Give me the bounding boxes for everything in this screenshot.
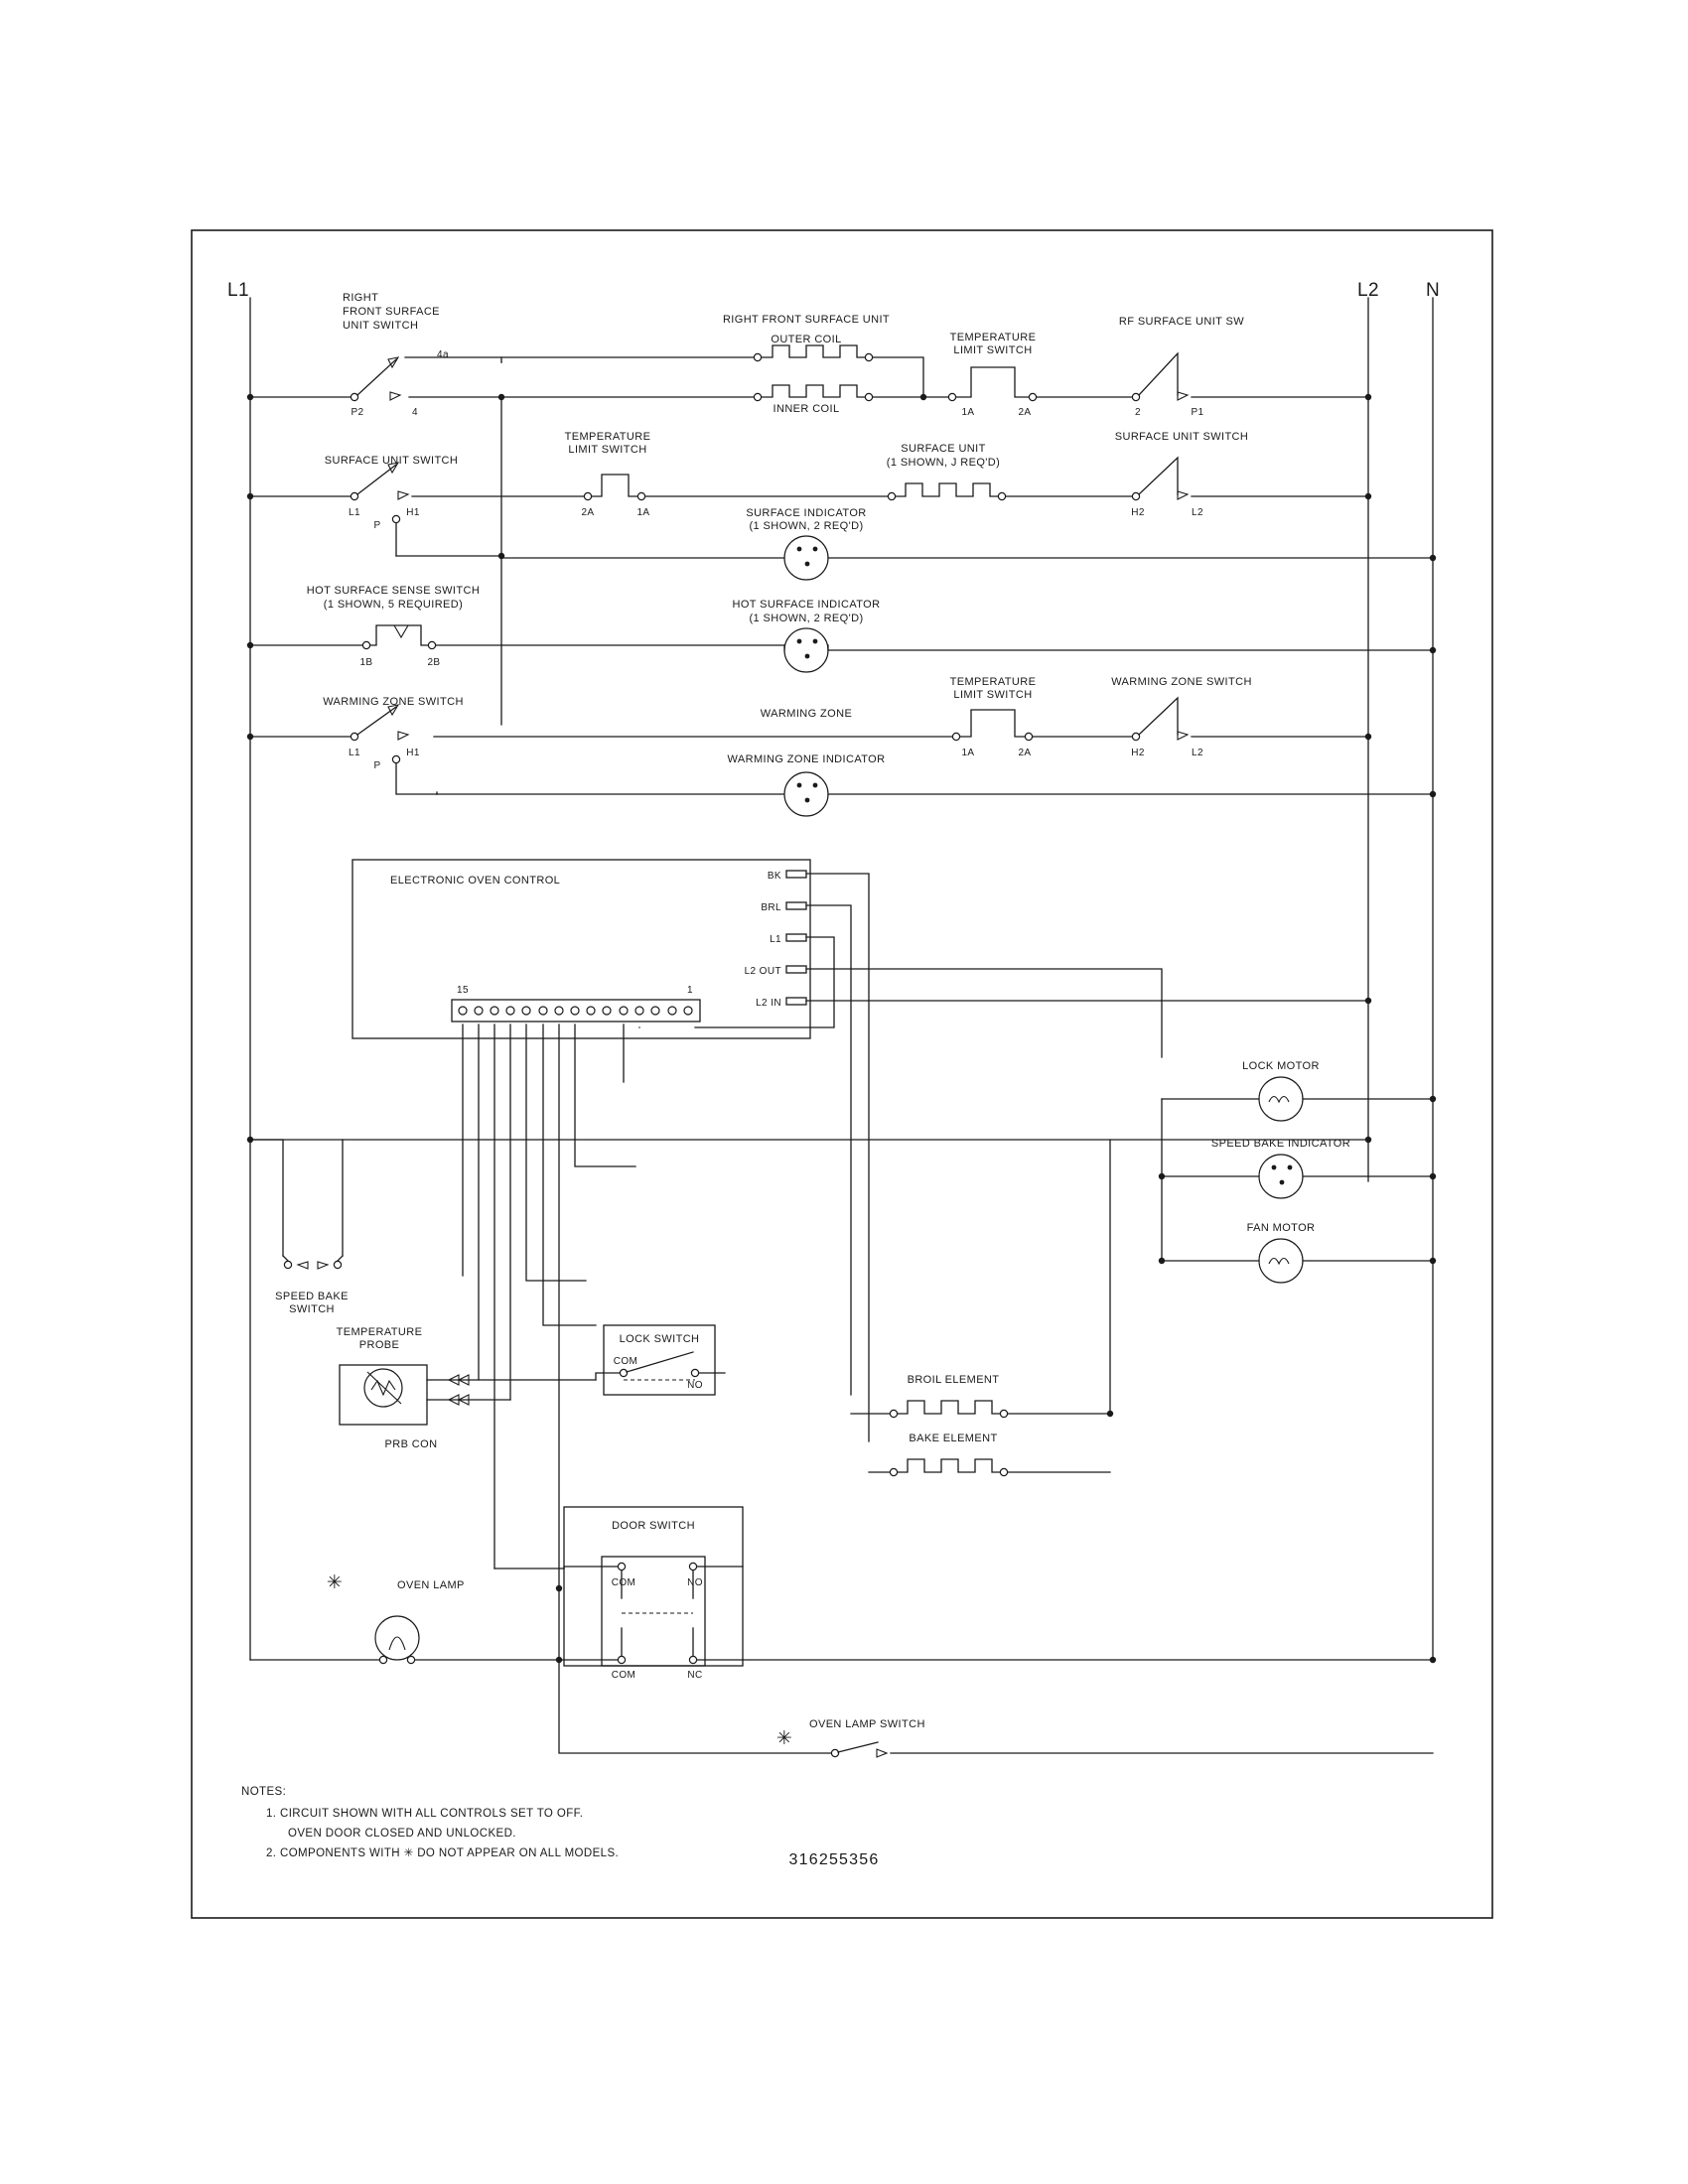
rail-label-l2: L2 — [1357, 280, 1379, 301]
surface-unit-terminal-right — [998, 492, 1005, 499]
junction — [1365, 1137, 1371, 1143]
lamp-dot — [805, 562, 810, 567]
broil-right-lead — [1008, 1140, 1110, 1414]
terminal-h2-wz: H2 — [1131, 748, 1145, 758]
rf-switch-contact-lower — [390, 392, 400, 400]
door-switch-nc-terminal[interactable] — [689, 1656, 696, 1663]
rf-sw-right-contact — [1178, 392, 1188, 400]
junction — [1365, 998, 1371, 1004]
inner-coil-terminal-left — [754, 393, 761, 400]
outer-coil-terminal-right — [865, 353, 872, 360]
label-temp-limit-1b: LIMIT SWITCH — [953, 344, 1033, 356]
bake-terminal-right — [1000, 1468, 1007, 1475]
speed-bake-switch-right-terminal[interactable] — [334, 1261, 341, 1268]
speed-bake-contact-b — [318, 1262, 328, 1269]
label-inner-coil: INNER COIL — [773, 403, 840, 415]
terminal-4: 4 — [412, 407, 418, 418]
lamp-dot — [797, 547, 802, 552]
label-surface-unit-switch-left: SURFACE UNIT SWITCH — [324, 455, 459, 467]
junction — [1430, 1173, 1436, 1179]
surface-unit-element — [896, 483, 999, 496]
lamp-dot — [813, 547, 818, 552]
lamp-dot — [805, 654, 810, 659]
oven-lamp-switch-blade[interactable] — [838, 1742, 878, 1752]
electronic-oven-control-box[interactable] — [352, 860, 810, 1038]
terminal-nc-door: NC — [687, 1670, 703, 1681]
wz-switch-p-terminal — [392, 755, 399, 762]
lamp-dot — [813, 639, 818, 644]
label-bake-element: BAKE ELEMENT — [909, 1433, 998, 1444]
pin-label-15: 15 — [457, 985, 469, 996]
label-hot-sense-a: HOT SURFACE SENSE SWITCH — [306, 585, 481, 597]
label-hot-indicator-b: (1 SHOWN, 2 REQ'D) — [749, 613, 864, 624]
terminal-p1: P1 — [1191, 407, 1204, 418]
label-temp-limit-3a: TEMPERATURE — [949, 676, 1037, 688]
terminal-p-wz: P — [373, 760, 381, 771]
label-fan-motor: FAN MOTOR — [1246, 1222, 1316, 1234]
label-rf-switch-line1: RIGHT — [343, 292, 379, 304]
label-surface-unit-b: (1 SHOWN, J REQ'D) — [886, 457, 1001, 469]
label-outer-coil: OUTER COIL — [771, 334, 842, 345]
lamp-dot — [805, 798, 810, 803]
drawing-border — [192, 230, 1492, 1918]
terminal-4a: 4a — [437, 349, 449, 360]
oven-lamp-asterisk-icon: ✳ — [326, 1572, 344, 1593]
terminal-l1-sw: L1 — [349, 507, 360, 518]
notes-item-1: 1. CIRCUIT SHOWN WITH ALL CONTROLS SET TO OFF. — [266, 1808, 584, 1820]
control-terminal-l1[interactable] — [786, 934, 806, 941]
lamp-dot — [797, 639, 802, 644]
label-temp-limit-1a: TEMPERATURE — [949, 332, 1037, 343]
inner-coil-element — [762, 385, 866, 397]
terminal-2: 2 — [1135, 407, 1141, 418]
temp-limit-2-element[interactable] — [592, 475, 638, 496]
terminal-com-door-top: COM — [611, 1577, 636, 1588]
control-terminal-l2out[interactable] — [786, 966, 806, 973]
label-warming-zone-indicator: WARMING ZONE INDICATOR — [727, 753, 886, 765]
label-speed-bake-switch-a: SPEED BAKE — [275, 1291, 349, 1302]
rail-label-n: N — [1425, 280, 1441, 301]
label-lock-switch: LOCK SWITCH — [619, 1333, 700, 1345]
inner-coil-terminal-right — [865, 393, 872, 400]
hot-sense-arrow — [394, 625, 408, 637]
oven-lamp-switch-pivot[interactable] — [831, 1749, 838, 1756]
terminal-no-door: NO — [687, 1577, 703, 1588]
oven-lamp-switch-asterisk-icon: ✳ — [775, 1728, 793, 1749]
surface-switch-p-terminal — [392, 515, 399, 522]
bk-wire-to-bake — [806, 874, 869, 1441]
terminal-1a-wz: 1A — [961, 748, 975, 758]
temp-limit-2-terminal-left — [584, 492, 591, 499]
label-speed-bake-switch-b: SWITCH — [289, 1303, 335, 1315]
row1-upper-branch — [405, 357, 501, 362]
label-rf-switch-line2: FRONT SURFACE — [343, 306, 440, 318]
surface-switch-pivot[interactable] — [351, 492, 357, 499]
temp-limit-3-terminal-right — [1025, 733, 1032, 740]
wz-switch-right-blade[interactable] — [1139, 698, 1178, 735]
wz-switch-pivot[interactable] — [351, 733, 357, 740]
label-prb-con: PRB CON — [384, 1438, 438, 1450]
speed-bake-contact-a — [298, 1262, 308, 1269]
terminal-p2: P2 — [351, 407, 364, 418]
wz-switch-contact-lower — [398, 732, 408, 740]
part-number: 316255356 — [788, 1851, 880, 1868]
label-oven-lamp: OVEN LAMP — [397, 1579, 465, 1591]
rail-label-l1: L1 — [227, 280, 249, 301]
junction — [1365, 734, 1371, 740]
bake-terminal-left — [890, 1468, 897, 1475]
junction — [1430, 1258, 1436, 1264]
wz-switch-contact-upper — [388, 705, 398, 715]
wz-switch-right-contact — [1178, 732, 1188, 740]
label-temp-limit-2a: TEMPERATURE — [564, 431, 651, 443]
junction — [1430, 555, 1436, 561]
rf-sw-right-blade[interactable] — [1139, 353, 1178, 395]
terminal-2a-row1: 2A — [1018, 407, 1032, 418]
notes-item-2: 2. COMPONENTS WITH ✳ DO NOT APPEAR ON ALL MODELS. — [266, 1847, 620, 1859]
terminal-h2-row2: H2 — [1131, 507, 1145, 518]
door-switch-com-bottom[interactable] — [618, 1656, 625, 1663]
terminal-1a-row1: 1A — [961, 407, 975, 418]
hot-surface-indicator-lamp — [784, 628, 828, 672]
surface-switch-right-blade[interactable] — [1139, 458, 1178, 494]
junction — [1430, 647, 1436, 653]
label-hot-sense-b: (1 SHOWN, 5 REQUIRED) — [323, 599, 464, 611]
oven-lamp-terminal-left — [379, 1656, 386, 1663]
terminal-2a-wz: 2A — [1018, 748, 1032, 758]
junction — [920, 394, 926, 400]
broil-terminal-left — [890, 1410, 897, 1417]
junction — [247, 394, 253, 400]
connector-pins[interactable] — [459, 1007, 692, 1015]
terminal-p-sw: P — [373, 520, 381, 531]
junction — [1430, 1657, 1436, 1663]
speed-bake-switch-left-terminal[interactable] — [284, 1261, 291, 1268]
surface-unit-terminal-left — [888, 492, 895, 499]
broil-element-coil — [898, 1401, 1001, 1414]
speed-bake-corner-a — [283, 1256, 288, 1261]
l2out-wire — [806, 969, 1162, 1057]
lamp-dot — [1280, 1180, 1285, 1185]
lamp-dot — [797, 783, 802, 788]
pin-label-1: 1 — [687, 985, 693, 996]
label-warming-zone-switch-right: WARMING ZONE SWITCH — [1111, 676, 1252, 688]
temp-limit-3-element[interactable] — [960, 710, 1026, 737]
door-switch-com-top[interactable] — [618, 1563, 625, 1570]
outer-coil-terminal-left — [754, 353, 761, 360]
speed-bake-corner-b — [338, 1256, 343, 1261]
temp-limit-1-element[interactable] — [956, 367, 1030, 397]
rf-switch-pivot[interactable] — [351, 393, 357, 400]
bake-element-coil — [898, 1459, 1001, 1472]
terminal-l1-wz: L1 — [349, 748, 360, 758]
label-oven-lamp-switch: OVEN LAMP SWITCH — [809, 1718, 925, 1730]
control-terminal-l2out-label: L2 OUT — [744, 966, 781, 977]
label-electronic-oven-control: ELECTRONIC OVEN CONTROL — [390, 875, 561, 887]
lamp-dot — [813, 783, 818, 788]
label-temperature-probe-b: PROBE — [358, 1339, 400, 1351]
door-switch-inner-box[interactable] — [602, 1557, 705, 1666]
speed-bake-indicator-lamp — [1259, 1155, 1303, 1198]
control-terminal-l1-label: L1 — [770, 934, 781, 945]
label-hot-indicator-a: HOT SURFACE INDICATOR — [732, 599, 881, 611]
oven-lamp-terminal-right — [407, 1656, 414, 1663]
lock-switch-com-terminal[interactable] — [620, 1369, 627, 1376]
terminal-l2-wz: L2 — [1192, 748, 1203, 758]
terminal-no-lock: NO — [687, 1380, 703, 1391]
control-terminal-l2in-label: L2 IN — [756, 998, 781, 1009]
surface-indicator-lamp — [784, 536, 828, 580]
label-rf-switch-line3: UNIT SWITCH — [343, 320, 419, 332]
terminal-h1-wz: H1 — [406, 748, 420, 758]
control-terminal-bk-label: BK — [767, 871, 781, 882]
hot-sense-terminal-right — [428, 641, 435, 648]
control-terminal-l2in[interactable] — [786, 998, 806, 1005]
label-lock-motor: LOCK MOTOR — [1242, 1060, 1320, 1072]
lock-switch-no-terminal[interactable] — [691, 1369, 698, 1376]
junction — [1430, 1096, 1436, 1102]
label-rf-surface-unit-sw: RF SURFACE UNIT SW — [1118, 316, 1245, 328]
label-door-switch: DOOR SWITCH — [612, 1520, 695, 1532]
terminal-1b: 1B — [359, 657, 373, 668]
junction — [1159, 1173, 1165, 1179]
hot-sense-terminal-left — [362, 641, 369, 648]
temp-limit-3-terminal-left — [952, 733, 959, 740]
label-temp-limit-3b: LIMIT SWITCH — [953, 689, 1033, 701]
rf-sw-right-pivot[interactable] — [1132, 393, 1139, 400]
wz-p-drop — [396, 763, 437, 794]
l1-wire-loop — [695, 937, 834, 1027]
control-terminal-brl-label: BRL — [761, 902, 781, 913]
temp-limit-1-terminal-right — [1029, 393, 1036, 400]
junction — [1365, 493, 1371, 499]
label-speed-bake-indicator: SPEED BAKE INDICATOR — [1210, 1138, 1351, 1150]
broil-terminal-right — [1000, 1410, 1007, 1417]
control-terminal-brl[interactable] — [786, 902, 806, 909]
notes-heading: NOTES: — [241, 1786, 287, 1798]
lock-switch-left-lead — [596, 1373, 620, 1380]
terminal-2b: 2B — [427, 657, 441, 668]
junction — [1107, 1411, 1113, 1417]
surface-switch-right-pivot[interactable] — [1132, 492, 1139, 499]
terminal-com-lock: COM — [613, 1356, 638, 1367]
label-rf-surface-unit: RIGHT FRONT SURFACE UNIT — [722, 314, 891, 326]
label-warming-zone: WARMING ZONE — [760, 708, 853, 720]
warming-zone-indicator-lamp — [784, 772, 828, 816]
label-surface-unit-switch-right: SURFACE UNIT SWITCH — [1114, 431, 1249, 443]
hot-sense-element[interactable] — [370, 625, 428, 645]
junction — [1365, 394, 1371, 400]
label-surface-indicator-a: SURFACE INDICATOR — [746, 507, 867, 519]
temp-limit-1-terminal-left — [948, 393, 955, 400]
surface-switch-contact-lower — [398, 491, 408, 499]
control-terminal-bk[interactable] — [786, 871, 806, 878]
label-broil-element: BROIL ELEMENT — [907, 1374, 1000, 1386]
terminal-1a-row2: 1A — [636, 507, 650, 518]
label-warming-zone-switch-left: WARMING ZONE SWITCH — [323, 696, 464, 708]
oven-lamp-switch-contact — [877, 1749, 887, 1757]
surface-switch-right-contact — [1178, 491, 1188, 499]
terminal-h1-sw: H1 — [406, 507, 420, 518]
pin11-wire — [526, 1024, 586, 1281]
junction — [247, 734, 253, 740]
junction — [1430, 791, 1436, 797]
label-temp-limit-2b: LIMIT SWITCH — [568, 444, 647, 456]
pin8-wire — [575, 1024, 635, 1166]
oven-lamp — [375, 1616, 419, 1660]
junction — [247, 493, 253, 499]
terminal-l2-row2: L2 — [1192, 507, 1203, 518]
wz-switch-right-pivot[interactable] — [1132, 733, 1139, 740]
terminal-com-door-bot: COM — [611, 1670, 636, 1681]
speed-bake-left-drop — [250, 1140, 283, 1256]
lamp-dot — [1288, 1165, 1293, 1170]
junction — [247, 642, 253, 648]
temp-limit-2-terminal-right — [637, 492, 644, 499]
brl-wire-to-broil — [806, 905, 851, 1395]
label-surface-unit-a: SURFACE UNIT — [901, 443, 986, 455]
outer-coil-element — [762, 345, 866, 357]
door-switch-no-terminal[interactable] — [689, 1563, 696, 1570]
terminal-2a-row2: 2A — [581, 507, 595, 518]
label-temperature-probe-a: TEMPERATURE — [336, 1326, 423, 1338]
door-switch-left-lead — [564, 1567, 618, 1569]
notes-item-1b: OVEN DOOR CLOSED AND UNLOCKED. — [288, 1828, 516, 1840]
lamp-dot — [1272, 1165, 1277, 1170]
label-surface-indicator-b: (1 SHOWN, 2 REQ'D) — [749, 520, 864, 532]
outer-coil-return — [873, 357, 923, 397]
